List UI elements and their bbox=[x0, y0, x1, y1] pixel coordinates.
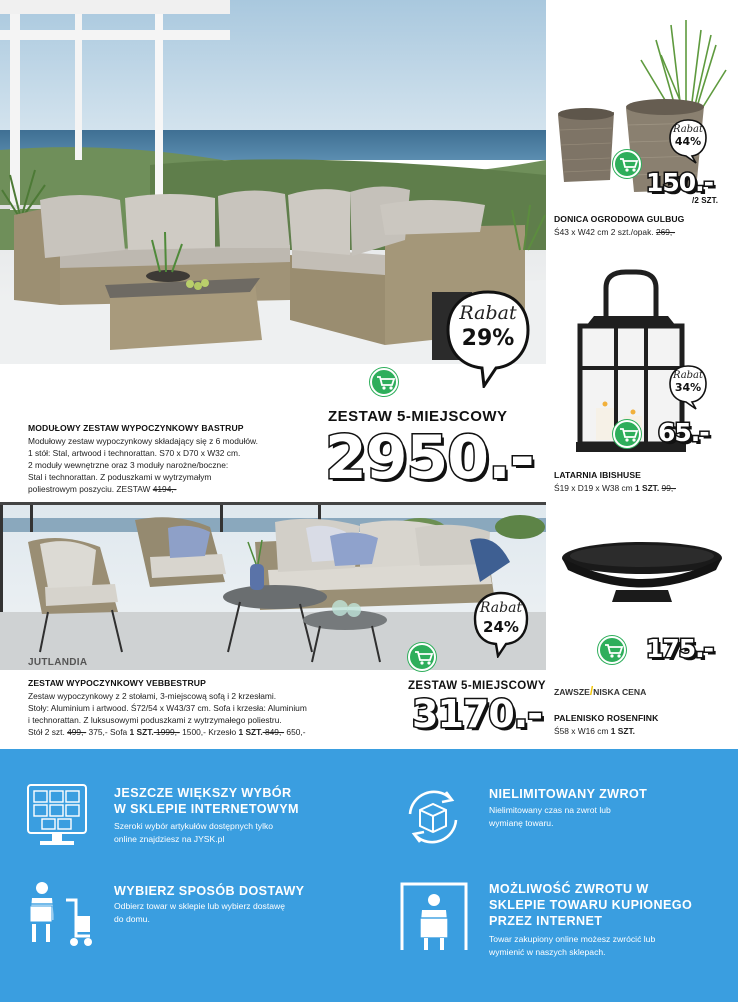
bastrup-price: 2950.- bbox=[325, 423, 534, 493]
bastrup-desc-line: 2 moduły wewnętrzne oraz 3 moduły narożne/boczne: bbox=[28, 460, 229, 470]
info-text-line: online znajdziesz na JYSK.pl bbox=[114, 833, 225, 844]
bastrup-desc-line bbox=[28, 483, 328, 495]
delivery-icon bbox=[26, 880, 96, 952]
info-text-line: Towar zakupiony online możesz zwrócić lub bbox=[489, 934, 656, 944]
info-title-line: W SKLEPIE INTERNETOWYM bbox=[114, 802, 299, 816]
vebbestrup-price-text: 375,- Sofa bbox=[86, 727, 130, 737]
vebbestrup-prices-line bbox=[28, 726, 408, 738]
info-text-line: wymienić w naszych sklepach. bbox=[489, 946, 606, 957]
zawsze-label: ZAWSZE bbox=[554, 687, 590, 697]
vebbestrup-price: 3170.- bbox=[412, 692, 542, 736]
bastrup-desc-line: 1 stół: Stal, artwood i technorattan. S70 x D70 x W32 cm. bbox=[28, 448, 241, 458]
ibishuse-rabat-bubble bbox=[668, 364, 708, 410]
info-title-line: JESZCZE WIĘKSZY WYBÓR bbox=[114, 786, 292, 800]
info-delivery-text bbox=[114, 900, 285, 925]
gulbug-title: DONICA OGRODOWA GULBUG bbox=[554, 214, 685, 224]
vebbestrup-unit: 1 SZT. bbox=[129, 727, 154, 737]
rosenfink-title: PALENISKO ROSENFINK bbox=[554, 713, 659, 723]
vebbestrup-rabat-value: 24% bbox=[483, 618, 519, 636]
bastrup-desc-text: poliestrowym poszyciu. ZESTAW bbox=[28, 484, 153, 494]
info-title-line: WYBIERZ SPOSÓB DOSTAWY bbox=[114, 884, 305, 898]
info-text-line: do domu. bbox=[114, 913, 150, 924]
gulbug-desc bbox=[554, 226, 675, 238]
bastrup-set-label: ZESTAW 5-MIEJSCOWY bbox=[328, 408, 508, 425]
info-store-return-text bbox=[489, 933, 655, 958]
gulbug-old-price: 269,- bbox=[655, 227, 676, 237]
vebbestrup-cart-badge[interactable] bbox=[408, 643, 436, 671]
info-online-title bbox=[114, 785, 299, 817]
ibishuse-photo bbox=[546, 258, 738, 463]
bastrup-rabat-bubble bbox=[444, 288, 532, 388]
gulbug-rabat-label: Rabat bbox=[672, 124, 704, 135]
bastrup-desc bbox=[28, 435, 328, 495]
info-title-line: SKLEPIE TOWARU KUPIONEGO bbox=[489, 898, 693, 912]
vebbestrup-title: ZESTAW WYPOCZYNKOWY VEBBESTRUP bbox=[28, 678, 206, 688]
rosenfink-cart-badge[interactable] bbox=[598, 636, 626, 664]
rosenfink-price: 175.- bbox=[646, 634, 714, 663]
vebbestrup-old-price: 849,- bbox=[262, 727, 285, 737]
vebbestrup-desc bbox=[28, 690, 408, 738]
ibishuse-cart-badge[interactable] bbox=[613, 420, 641, 448]
bastrup-rabat-value: 29% bbox=[461, 326, 515, 351]
store-return-icon bbox=[400, 880, 468, 952]
bastrup-desc-line: Modułowy zestaw wypoczynkowy składający się z 6 modułów. bbox=[28, 436, 258, 446]
info-delivery-title bbox=[114, 883, 305, 899]
vebbestrup-photo bbox=[0, 502, 546, 670]
ibishuse-rabat-label: Rabat bbox=[672, 370, 704, 381]
ibishuse-rabat-value: 34% bbox=[674, 381, 702, 394]
info-title-line: MOŻLIWOŚĆ ZWROTU W bbox=[489, 882, 649, 896]
bastrup-desc-line: Stal i technorattan. Z poduszkami w wytrzymałym bbox=[28, 472, 212, 482]
cart-icon bbox=[604, 643, 624, 659]
info-title-line: NIELIMITOWANY ZWROT bbox=[489, 787, 648, 801]
gulbug-dims: Ś43 x W42 cm 2 szt./opak. bbox=[554, 227, 656, 237]
vebbestrup-set-label: ZESTAW 5-MIEJSCOWY bbox=[408, 680, 546, 692]
vebbestrup-desc-line: Stoły: Aluminium i artwood. Ś72/54 x W43/37 cm. Sofa i krzesła: Aluminium bbox=[28, 703, 307, 713]
info-store-return-title bbox=[489, 881, 692, 929]
gulbug-rabat-bubble bbox=[668, 118, 708, 164]
vebbestrup-price-text: 650,- bbox=[284, 727, 306, 737]
info-title-line: PRZEZ INTERNET bbox=[489, 914, 603, 928]
zawsze-niska-cena-badge: ZAWSZE/NISKA CENA bbox=[554, 684, 647, 698]
cart-icon bbox=[619, 157, 639, 173]
vebbestrup-desc-line: i technorattan. Z luksusowymi poduszkami z wytrzymałego poliestru. bbox=[28, 715, 282, 725]
info-text-line: wymianę towaru. bbox=[489, 817, 554, 828]
info-online-text bbox=[114, 820, 273, 845]
info-text-line: Szeroki wybór artykułów dostępnych tylko bbox=[114, 821, 274, 831]
vebbestrup-rabat-bubble bbox=[472, 590, 530, 658]
gulbug-price: 150.- bbox=[646, 168, 714, 197]
bastrup-old-price: 4194,- bbox=[152, 484, 177, 494]
return-box-icon bbox=[400, 784, 466, 850]
rosenfink-photo bbox=[546, 510, 738, 630]
vebbestrup-desc-line: Zestaw wypoczynkowy z 2 stołami, 3-miejscową sofą i 2 krzesłami. bbox=[28, 691, 277, 701]
ibishuse-dims: Ś19 x D19 x W38 cm bbox=[554, 483, 635, 493]
bastrup-rabat-label: Rabat bbox=[459, 302, 517, 324]
ibishuse-old-price: 99,- bbox=[661, 483, 676, 493]
bastrup-title: MODUŁOWY ZESTAW WYPOCZYNKOWY BASTRUP bbox=[28, 423, 244, 433]
vebbestrup-rabat-label: Rabat bbox=[479, 600, 523, 616]
cart-icon bbox=[414, 650, 434, 666]
cart-icon bbox=[376, 375, 396, 391]
ibishuse-desc bbox=[554, 482, 676, 494]
vebbestrup-unit: 1 SZT. bbox=[238, 727, 263, 737]
rosenfink-desc bbox=[554, 725, 635, 737]
niska-cena-label: NISKA CENA bbox=[593, 687, 647, 697]
vebbestrup-brand: JUTLANDIA bbox=[28, 657, 88, 668]
vebbestrup-old-price: 499,- bbox=[67, 727, 87, 737]
cart-icon bbox=[619, 427, 639, 443]
vebbestrup-price-text: 1500,- Krzesło bbox=[179, 727, 239, 737]
info-text-line: Nielimitowany czas na zwrot lub bbox=[489, 805, 611, 815]
info-return-title bbox=[489, 786, 647, 802]
ibishuse-unit: 1 SZT. bbox=[635, 483, 660, 493]
ibishuse-title: LATARNIA IBISHUSE bbox=[554, 470, 641, 480]
rosenfink-unit: 1 SZT. bbox=[610, 726, 635, 736]
vebbestrup-old-price: 1999,- bbox=[153, 727, 180, 737]
gulbug-price-unit: /2 SZT. bbox=[692, 196, 719, 205]
ibishuse-price: 65.- bbox=[658, 418, 709, 447]
rosenfink-dims: Ś58 x W16 cm bbox=[554, 726, 611, 736]
vebbestrup-price-text: Stół 2 szt. bbox=[28, 727, 68, 737]
online-store-icon bbox=[26, 783, 88, 849]
bastrup-cart-badge[interactable] bbox=[370, 368, 398, 396]
gulbug-cart-badge[interactable] bbox=[613, 150, 641, 178]
gulbug-rabat-value: 44% bbox=[674, 135, 702, 148]
info-return-text bbox=[489, 804, 611, 829]
info-text-line: Odbierz towar w sklepie lub wybierz dostawę bbox=[114, 901, 285, 911]
